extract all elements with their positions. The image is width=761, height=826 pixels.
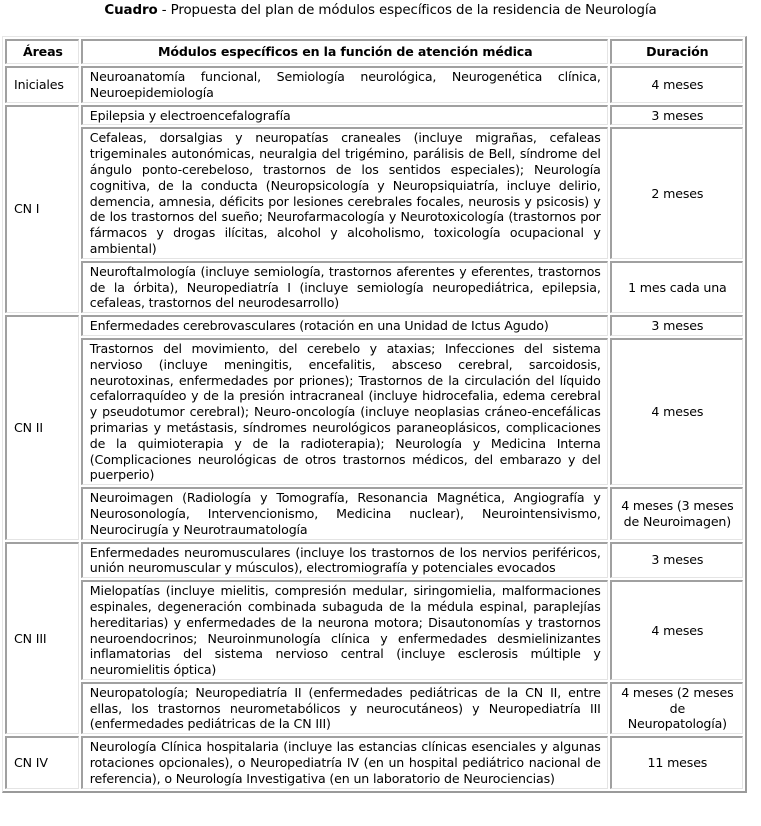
module-cell: Neuroftalmología (incluye semiología, trastornos aferentes y eferentes, trastornos de la órbita), Neuropediatría I (incluye semiología neuropediátrica, epilepsia, cefaleas, trastornos del neurodesarrollo) — [81, 261, 608, 313]
table-row — [5, 736, 743, 788]
header-row — [5, 39, 743, 64]
module-cell: Enfermedades cerebrovasculares (rotación en una Unidad de Ictus Agudo) — [81, 315, 608, 336]
area-cell: CN II — [5, 315, 79, 539]
module-cell: Neuroanatomía funcional, Semiología neurológica, Neurogenética clínica, Neuroepidemiología — [81, 66, 608, 103]
table-row — [5, 542, 743, 579]
table-row — [5, 66, 743, 103]
table-row — [5, 105, 743, 126]
area-cell: Iniciales — [5, 66, 79, 103]
module-cell: Epilepsia y electroencefalografía — [81, 105, 608, 126]
duration-cell: 2 meses — [610, 127, 743, 258]
header-modules: Módulos específicos en la función de atención médica — [81, 39, 608, 64]
module-cell: Cefaleas, dorsalgias y neuropatías craneales (incluye migrañas, cefaleas trigeminales autonómicas, neuralgia del trigémino, parálisis de Bell, síndrome del ángulo ponto-cerebeloso, trastornos de los sentidos especiales); Neurología cognitiva, de la conducta (Neuropsicología y Neuropsiquiatría, incluye delirio, demencia, amnesia, déficits por lesiones cerebrales focales, neurosis y psicosis) y de los trastornos del sueño; Neurofarmacología y Neurotoxicología (trastornos por fármacos y drogas ilícitas, alcohol y alcoholismo, toxicología ocupacional y ambiental) — [81, 127, 608, 258]
duration-cell: 3 meses — [610, 542, 743, 579]
module-cell: Trastornos del movimiento, del cerebelo y ataxias; Infecciones del sistema nervioso (incluye meningitis, encefalitis, absceso cerebral, sarcoidosis, neurotoxinas, enfermedades por priones); Trastornos de la circulación del líquido cefalorraquídeo y de la presión intracraneal (incluye hidrocefalia, edema cerebral y pseudotumor cerebral); Neuro-oncología (incluye neoplasias cráneo-encefálicas primarias y metástasis, síndromes neurológicos paraneoplásicos, complicaciones de la quimioterapia y de la radioterapia); Neurología y Medicina Interna (Complicaciones neurológicas de otros trastornos médicos, del embarazo y del puerperio) — [81, 338, 608, 485]
table-row — [5, 261, 743, 313]
module-cell: Neuropatología; Neuropediatría II (enfermedades pediátricas de la CN II, entre ellas, los trastornos neurometabólicos y neurocutáneos) y Neuropediatría III (enfermedades pediátricas de la CN III) — [81, 682, 608, 734]
caption-text: - Propuesta del plan de módulos específicos de la residencia de Neurología — [157, 3, 657, 18]
table-row — [5, 127, 743, 258]
module-cell: Neurología Clínica hospitalaria (incluye las estancias clínicas esenciales y algunas rotaciones opcionales), o Neuropediatría IV (en un hospital pediátrico nacional de referencia), o Neurología Investigativa (en un laboratorio de Neurociencias) — [81, 736, 608, 788]
duration-cell: 4 meses (3 meses de Neuroimagen) — [610, 487, 743, 539]
module-cell: Enfermedades neuromusculares (incluye los trastornos de los nervios periféricos, unión neuromuscular y músculos), electromiografía y potenciales evocados — [81, 542, 608, 579]
caption-label: Cuadro — [104, 3, 158, 18]
duration-cell: 3 meses — [610, 105, 743, 126]
duration-cell: 11 meses — [610, 736, 743, 788]
area-cell: CN IV — [5, 736, 79, 788]
table-row — [5, 315, 743, 336]
table-row — [5, 338, 743, 485]
table-row — [5, 487, 743, 539]
table-caption — [0, 3, 761, 18]
module-cell: Neuroimagen (Radiología y Tomografía, Resonancia Magnética, Angiografía y Neurosonología, Intervencionismo, Medicina nuclear), Neurointensivismo, Neurocirugía y Neurotraumatología — [81, 487, 608, 539]
area-cell: CN I — [5, 105, 79, 314]
table-row — [5, 580, 743, 680]
header-areas: Áreas — [5, 39, 79, 64]
area-cell: CN III — [5, 542, 79, 735]
duration-cell: 4 meses (2 meses de Neuropatología) — [610, 682, 743, 734]
module-cell: Mielopatías (incluye mielitis, compresión medular, siringomielia, malformaciones espinales, degeneración combinada subaguda de la médula espinal, paraplejías hereditarias) y enfermedades de la neurona motora; Disautonomías y trastornos neuroendocrinos; Neuroinmunología clínica y enfermedades desmielinizantes inflamatorias del sistema nervioso central (incluye esclerosis múltiple y neuromielitis óptica) — [81, 580, 608, 680]
duration-cell: 4 meses — [610, 580, 743, 680]
header-duration: Duración — [610, 39, 743, 64]
duration-cell: 3 meses — [610, 315, 743, 336]
duration-cell: 4 meses — [610, 66, 743, 103]
duration-cell: 1 mes cada una — [610, 261, 743, 313]
modules-table — [2, 36, 747, 793]
duration-cell: 4 meses — [610, 338, 743, 485]
table-row — [5, 682, 743, 734]
